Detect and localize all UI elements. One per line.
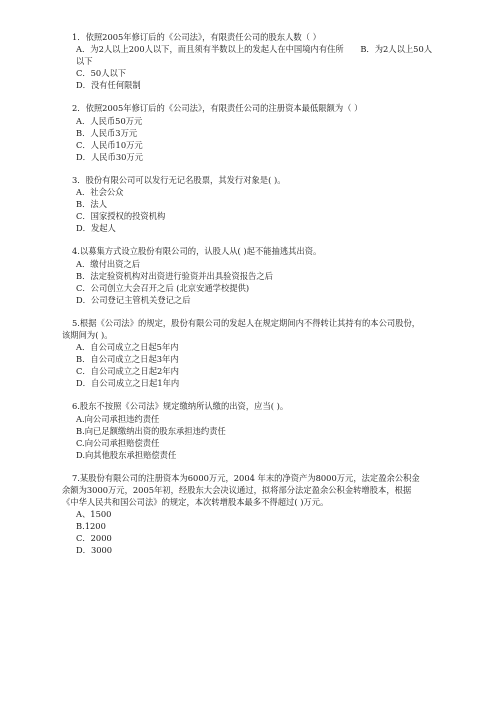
- option-a: A．人民币50万元: [76, 115, 143, 126]
- question-stem: 5.根据《公司法》的规定，股份有限公司的发起人在规定期间内不得转让其持有的本公司股份，该期间为( )。: [62, 317, 421, 340]
- question-5: [62, 317, 436, 390]
- question-stem: 1．依照2005年修订后的《公司法》，有限责任公司的股东人数（ ）: [72, 32, 321, 42]
- option-d: D．公司登记主管机关登记之后: [76, 294, 191, 305]
- option-d: D．人民币30万元: [76, 151, 143, 162]
- option-c: C．2000: [76, 533, 112, 544]
- option-a: A．社会公众: [76, 187, 124, 198]
- question-4: [62, 245, 436, 305]
- option-a: A．缴付出资之后: [76, 258, 141, 269]
- option-d: D．没有任何限制: [76, 80, 141, 91]
- question-stem: 6.股东不按照《公司法》规定缴纳所认缴的出资，应当( )。: [72, 401, 289, 412]
- option-b: B.1200: [76, 521, 106, 532]
- question-6: [62, 400, 436, 460]
- question-1: [62, 31, 436, 91]
- question-2: [62, 102, 436, 162]
- option-a: A、1500: [76, 509, 112, 520]
- option-c: C．人民币10万元: [76, 139, 143, 150]
- option-a: A.向公司承担违约责任: [76, 413, 160, 424]
- question-stem: 7.某股份有限公司的注册资本为6000万元，2004 年末的净资产为8000万元，法定盈余公积金余额为3000万元，2005年初，经股东大会决议通过，拟将部分法定盈余公积金转增股本，根据《中华人民共和国公司法》的规定，本次转增股本最多不得超过( )万元。: [62, 472, 420, 508]
- question-stem: 2．依照2005年修订后的《公司法》，有限责任公司的注册资本最低限额为（ ）: [72, 103, 363, 114]
- option-b: B.向已足额缴纳出资的股东承担违约责任: [76, 425, 226, 436]
- option-c: C．公司创立大会召开之后 (北京安通学校提供): [76, 282, 250, 293]
- question-3: [62, 174, 436, 234]
- option-b: B．自公司成立之日起3年内: [76, 354, 179, 365]
- option-a: A．为2人以上200人以下，而且须有半数以上的发起人在中国境内有住所 B．为2人以上50人以下: [76, 44, 433, 67]
- option-b: B．法定验资机构对出资进行验资并出具验资报告之后: [76, 270, 273, 281]
- option-d: D．自公司成立之日起1年内: [76, 378, 180, 389]
- option-c: C．50人以下: [76, 68, 127, 79]
- option-c: C.向公司承担赔偿责任: [76, 437, 160, 448]
- option-d: D．发起人: [76, 223, 116, 234]
- option-d: D．3000: [76, 545, 113, 556]
- option-c: C．国家授权的投资机构: [76, 211, 166, 222]
- option-b: B．人民币3万元: [76, 127, 138, 138]
- option-d: D.向其他股东承担赔偿责任: [76, 449, 177, 460]
- document-page: [62, 31, 436, 568]
- option-c: C．自公司成立之日起2年内: [76, 366, 179, 377]
- question-stem: 4.以募集方式设立股份有限公司的，认股人从( )起不能抽逃其出资。: [72, 246, 322, 257]
- option-b: B．法人: [76, 199, 107, 210]
- option-a: A．自公司成立之日起5年内: [76, 342, 179, 353]
- question-7: [62, 472, 436, 557]
- question-stem: 3．股份有限公司可以发行无记名股票，其发行对象是( )。: [72, 174, 286, 185]
